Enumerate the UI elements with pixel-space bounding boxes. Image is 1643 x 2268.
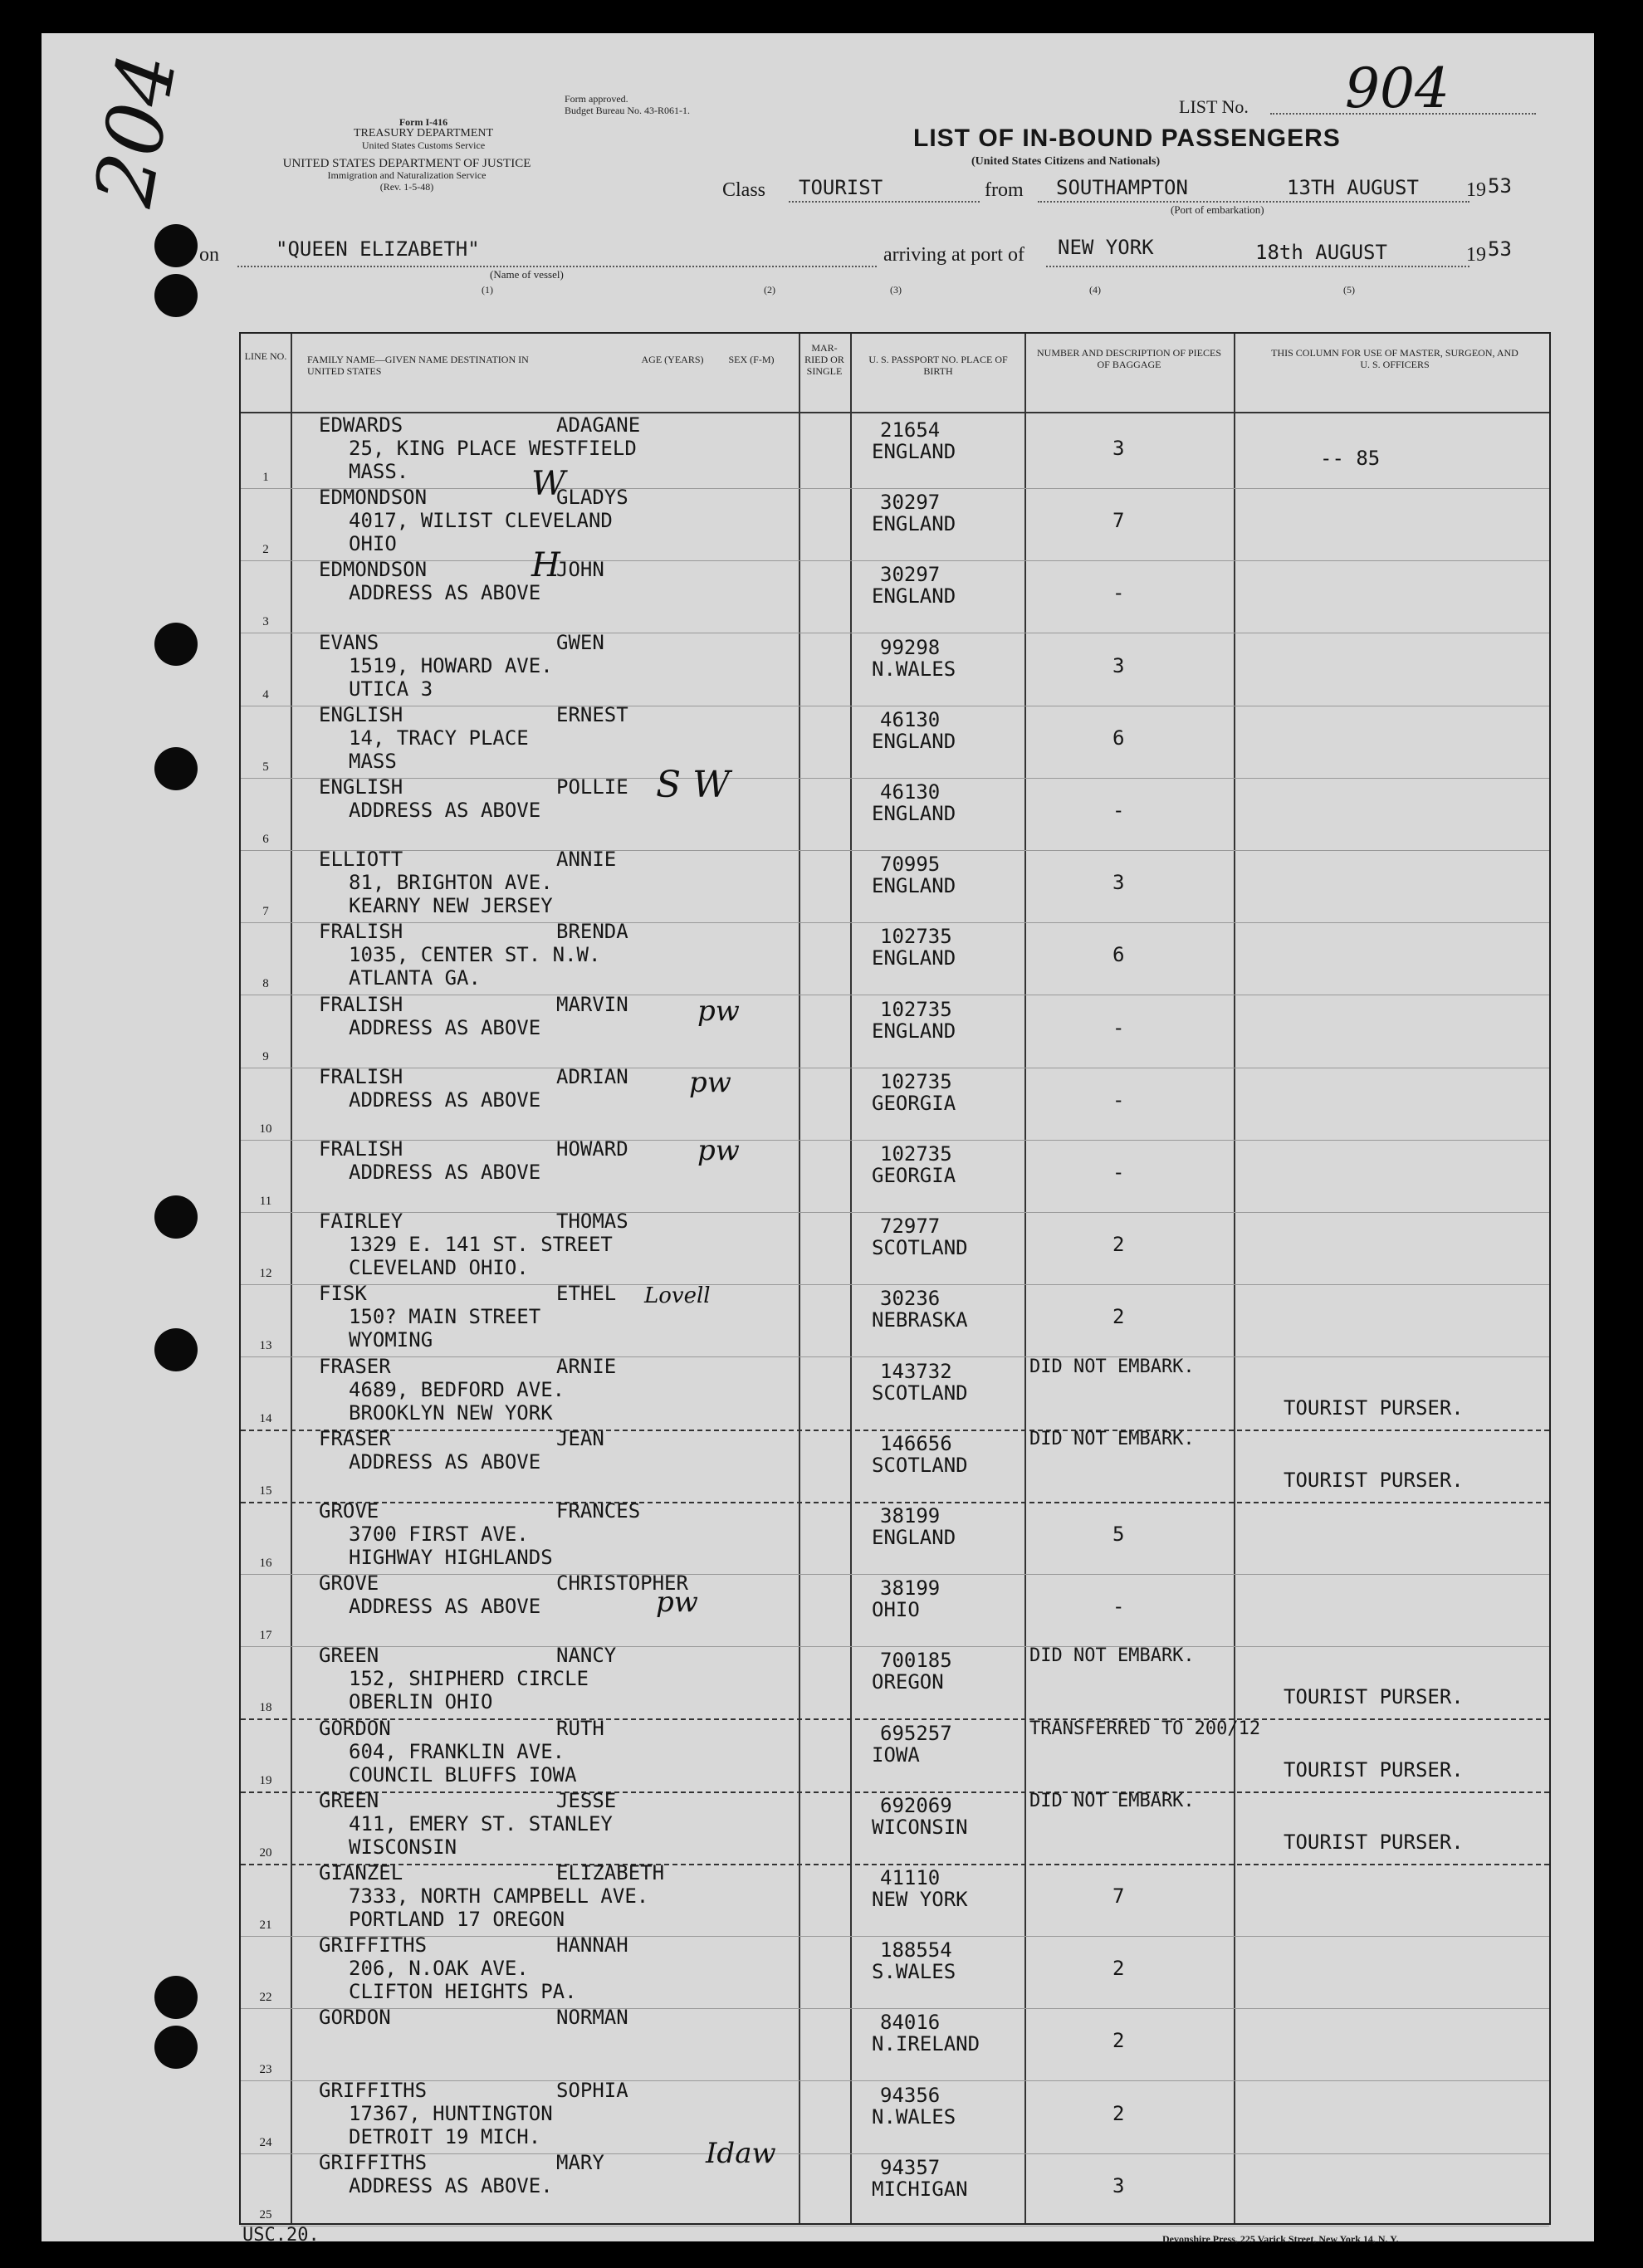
passenger-table [239,332,1551,2225]
on-label: on [199,244,219,266]
baggage-note: TRANSFERRED TO 200/12 [1029,1718,1261,1739]
family-name: GREEN [319,1788,379,1812]
passport-number: 102735 [880,997,952,1021]
place-of-birth: S.WALES [872,1960,956,1984]
line-number: 21 [259,1919,272,1932]
line-number: 20 [259,1845,272,1860]
given-name: MARVIN [556,992,628,1016]
place-of-birth: GEORGIA [872,1091,956,1115]
address-line-2: CLEVELAND OHIO. [349,1256,529,1280]
place-of-birth: ENGLAND [872,874,956,898]
list-no-value: 904 [1345,56,1450,120]
place-of-birth: N.IRELAND [872,2032,980,2056]
passport-number: 700185 [880,1649,952,1673]
col-num-5: (5) [1343,284,1355,296]
arrival-year-prefix: 19 [1466,244,1486,266]
address-line-1: 1329 E. 141 ST. STREET [349,1233,613,1257]
handwritten-mark: pw [697,995,740,1028]
budget-bureau: Budget Bureau No. 43-R061-1. [565,105,690,116]
table-row [241,1644,1549,1720]
address-line-1: ADDRESS AS ABOVE [349,581,541,605]
table-row [241,413,1549,489]
given-name: NORMAN [556,2006,628,2030]
place-of-birth: ENGLAND [872,802,956,825]
col-head-married: MAR-RIED OR SINGLE [804,342,844,377]
baggage-count: 2 [1112,1233,1125,1257]
baggage-note: DID NOT EMBARK. [1029,1645,1195,1667]
col-num-3: (3) [890,284,902,296]
passport-number: 695257 [880,1721,952,1745]
given-name: ANNIE [556,848,617,872]
table-row [241,1571,1549,1647]
passport-number: 38199 [880,1576,941,1601]
line-number: 14 [259,1411,272,1425]
vessel-line [237,266,877,267]
address-line-2: OBERLIN OHIO [349,1690,493,1714]
address-line-2: BROOKLYN NEW YORK [349,1400,553,1425]
address-line-1: 411, EMERY ST. STANLEY [349,1811,613,1835]
table-row [241,558,1549,633]
table-row [241,2079,1549,2154]
passport-number: 84016 [880,2011,941,2035]
line-number: 10 [259,1122,272,1136]
given-name: JEAN [556,1426,604,1450]
rev-label: (Rev. 1-5-48) [379,181,434,193]
baggage-note: DID NOT EMBARK. [1029,1790,1195,1811]
passport-number: 94357 [880,2155,941,2179]
table-row [241,1427,1549,1503]
punch-hole [154,1195,198,1239]
passport-number: 102735 [880,925,952,949]
baggage-count: 2 [1112,1957,1125,1981]
given-name: POLLIE [556,775,628,799]
officer-note: TOURIST PURSER. [1284,1468,1464,1492]
given-name: GLADYS [556,486,628,510]
embark-port: SOUTHAMPTON [1056,176,1188,199]
address-line-2: MASS [349,749,397,773]
table-row [241,1355,1549,1431]
place-of-birth: GEORGIA [872,1164,956,1187]
passport-number: 21654 [880,418,941,442]
baggage-count: 3 [1112,437,1125,460]
address-line-1: 4017, WILIST CLEVELAND [349,509,613,533]
family-name: FAIRLEY [319,1210,403,1234]
address-line-2: COUNCIL BLUFFS IOWA [349,1762,577,1787]
page-subtitle: (United States Citizens and Nationals) [971,155,1161,168]
officer-note: TOURIST PURSER. [1284,1396,1464,1420]
passport-number: 30236 [880,1287,941,1311]
footer-code: USC.20. [242,2225,320,2246]
given-name: FRANCES [556,1499,641,1523]
place-of-birth: SCOTLAND [872,1381,968,1405]
family-name: GROVE [319,1571,379,1596]
table-row [241,703,1549,779]
address-line-1: 206, N.OAK AVE. [349,1957,529,1981]
baggage-count: - [1112,1015,1125,1039]
passport-number: 143732 [880,1359,952,1383]
passport-number: 72977 [880,1215,941,1239]
address-line-1: 150? MAIN STREET [349,1305,541,1329]
table-row [241,775,1549,851]
table-row [241,1861,1549,1937]
address-line-1: 4689, BEDFORD AVE. [349,1377,565,1401]
place-of-birth: ENGLAND [872,1019,956,1043]
handwritten-mark: Idaw [706,2137,776,2170]
line-number: 3 [262,615,269,629]
list-no-label: LIST No. [1179,96,1249,117]
passport-number: 102735 [880,1069,952,1093]
baggage-count: 6 [1112,943,1125,967]
address-line-2: ATLANTA GA. [349,966,481,990]
vessel-name: "QUEEN ELIZABETH" [276,237,480,261]
line-number: 23 [259,2063,272,2077]
baggage-count: - [1112,1088,1125,1112]
line-number: 16 [259,1557,272,1570]
family-name: GORDON [319,1716,391,1740]
given-name: BRENDA [556,920,628,944]
line-number: 25 [259,2207,272,2222]
given-name: ERNEST [556,702,628,726]
family-name: ELLIOTT [319,848,403,872]
address-line-1: 1035, CENTER ST. N.W. [349,943,601,967]
table-row [241,1065,1549,1141]
place-of-birth: ENGLAND [872,512,956,536]
line-number: 4 [262,687,269,701]
officer-note: TOURIST PURSER. [1284,1685,1464,1709]
line-number: 22 [259,1991,272,2005]
place-of-birth: ENGLAND [872,729,956,753]
officer-mark: -- 85 [1320,447,1381,470]
justice-block [199,158,614,193]
baggage-note: DID NOT EMBARK. [1029,1356,1195,1377]
address-line-1: 14, TRACY PLACE [349,726,529,750]
given-name: MARY [556,2150,604,2174]
col-num-1: (1) [482,284,493,296]
vessel-caption: (Name of vessel) [490,268,564,281]
family-name: GRIFFITHS [319,1933,428,1958]
family-name: EDMONDSON [319,486,428,510]
address-line-1: ADDRESS AS ABOVE [349,1449,541,1474]
address-line-1: ADDRESS AS ABOVE [349,799,541,822]
page-title: LIST OF IN-BOUND PASSENGERS [913,125,1341,152]
table-row [241,1282,1549,1357]
col-head-passport: U. S. PASSPORT NO. PLACE OF BIRTH [868,354,1008,377]
address-line-1: 25, KING PLACE WESTFIELD [349,437,637,460]
form-header-block [324,116,523,151]
col-head-baggage: NUMBER AND DESCRIPTION OF PIECES OF BAGGAGE [1036,347,1222,370]
address-line-1: ADDRESS AS ABOVE [349,1595,541,1619]
col-num-2: (2) [764,284,775,296]
address-line-2: WISCONSIN [349,1835,457,1859]
punch-hole [154,224,198,267]
baggage-count: 6 [1112,726,1125,750]
col-num-4: (4) [1089,284,1101,296]
depart-year: 53 [1488,174,1512,198]
col-head-sex: SEX (F-M) [728,354,775,365]
passport-number: 38199 [880,1504,941,1527]
baggage-count: - [1112,1161,1125,1184]
passport-number: 146656 [880,1431,952,1455]
col-head-age: AGE (YEARS) [641,354,704,365]
given-name: RUTH [556,1716,604,1740]
place-of-birth: NEBRASKA [872,1308,968,1332]
passport-number: 30297 [880,491,941,515]
family-name: FRASER [319,1354,391,1378]
table-row [241,1717,1549,1793]
line-number: 13 [259,1339,272,1353]
address-line-1: 3700 FIRST AVE. [349,1523,529,1546]
place-of-birth: NEW YORK [872,1888,968,1911]
arrival-date: 18th AUGUST [1255,241,1387,264]
given-name: THOMAS [556,1210,628,1234]
address-line-1: ADDRESS AS ABOVE. [349,2173,553,2197]
given-name: ARNIE [556,1354,617,1378]
address-line-1: 17367, HUNTINGTON [349,2101,553,2125]
family-name: FRALISH [319,992,403,1016]
line-number: 24 [259,2135,272,2149]
given-name: ELIZABETH [556,1861,665,1884]
class-label: Class [722,179,766,201]
arrival-year: 53 [1488,237,1512,261]
baggage-count: 3 [1112,2173,1125,2197]
handwritten-mark: pw [697,1134,740,1167]
given-name: SOPHIA [556,2078,628,2102]
address-line-1: 81, BRIGHTON AVE. [349,871,553,895]
address-line-2: WYOMING [349,1328,433,1352]
line-number: 12 [259,1267,272,1281]
given-name: HOWARD [556,1137,628,1161]
table-row [241,920,1549,995]
passport-number: 46130 [880,780,941,804]
baggage-count: 3 [1112,871,1125,895]
baggage-count: - [1112,799,1125,822]
handwritten-mark: pw [656,1586,698,1619]
punch-hole [154,747,198,790]
punch-hole [154,623,198,666]
table-row [241,1499,1549,1575]
line-number: 15 [259,1483,272,1498]
given-name: GWEN [556,630,604,654]
place-of-birth: SCOTLAND [872,1453,968,1477]
baggage-count: 3 [1112,653,1125,677]
table-row [241,1137,1549,1213]
baggage-count: 5 [1112,1523,1125,1546]
table-row [241,1933,1549,2009]
baggage-count: - [1112,1595,1125,1619]
punch-hole [154,274,198,317]
passport-number: 692069 [880,1793,952,1817]
officer-note: TOURIST PURSER. [1284,1757,1464,1782]
place-of-birth: OREGON [872,1670,944,1694]
table-row [241,2151,1549,2226]
baggage-count: 7 [1112,509,1125,533]
place-of-birth: ENGLAND [872,946,956,970]
given-name: CHRISTOPHER [556,1571,688,1596]
place-of-birth: OHIO [872,1598,920,1622]
line-number: 18 [259,1701,272,1715]
line-number: 1 [262,471,269,484]
place-of-birth: N.WALES [872,2104,956,2129]
line-number: 9 [262,1049,269,1063]
table-row [241,486,1549,561]
class-line [789,201,980,203]
address-line-1: 1519, HOWARD AVE. [349,653,553,677]
handwritten-mark: H [531,546,560,584]
address-line-2: UTICA 3 [349,677,433,701]
given-name: JOHN [556,558,604,582]
family-name: EDWARDS [319,413,403,437]
family-name: ENGLISH [319,775,403,799]
col-head-line: LINE NO. [244,350,287,362]
address-line-1: ADDRESS AS ABOVE [349,1015,541,1039]
address-line-2: DETROIT 19 MICH. [349,2124,541,2148]
baggage-count: - [1112,581,1125,605]
line-number: 8 [262,977,269,991]
table-row [241,993,1549,1068]
customs-label: United States Customs Service [361,139,486,151]
family-name: EDMONDSON [319,558,428,582]
arriving-label: arriving at port of [883,244,1024,266]
place-of-birth: WICONSIN [872,1815,968,1839]
class-value: TOURIST [799,176,883,199]
given-name: HANNAH [556,1933,628,1958]
justice-label: UNITED STATES DEPARTMENT OF JUSTICE [282,157,531,170]
family-name: GRIFFITHS [319,2078,428,2102]
family-name: EVANS [319,630,379,654]
place-of-birth: ENGLAND [872,1526,956,1549]
punch-hole [154,2026,198,2069]
passport-number: 102735 [880,1142,952,1166]
passport-number: 46130 [880,707,941,731]
baggage-count: 2 [1112,2029,1125,2053]
handwritten-mark: S W [656,764,731,806]
line-number: 17 [259,1629,272,1643]
address-line-2: PORTLAND 17 OREGON [349,1908,565,1931]
family-name: FRALISH [319,920,403,944]
given-name: ADAGANE [556,413,641,437]
arrival-line [1046,266,1469,267]
line-number: 19 [259,1773,272,1787]
place-of-birth: IOWA [872,1743,920,1767]
address-line-1: 152, SHIPHERD CIRCLE [349,1667,589,1691]
address-line-1: 604, FRANKLIN AVE. [349,1739,565,1763]
passport-number: 188554 [880,1938,952,1963]
baggage-count: 7 [1112,1884,1125,1908]
passport-number: 70995 [880,853,941,877]
form-approved-block [565,93,814,116]
family-name: ENGLISH [319,702,403,726]
address-line-1: ADDRESS AS ABOVE [349,1088,541,1112]
arrival-port: NEW YORK [1058,236,1154,259]
punch-hole [154,1328,198,1371]
table-row [241,2006,1549,2081]
family-name: GORDON [319,2006,391,2030]
place-of-birth: ENGLAND [872,584,956,609]
family-name: FRASER [319,1426,391,1450]
manifest-sheet [42,33,1594,2246]
baggage-note: DID NOT EMBARK. [1029,1428,1195,1449]
col-head-officers: THIS COLUMN FOR USE OF MASTER, SURGEON, AND U. S. OFFICERS [1271,347,1518,370]
address-line-1: 7333, NORTH CAMPBELL AVE. [349,1884,649,1908]
family-name: GROVE [319,1499,379,1523]
address-line-1: ADDRESS AS ABOVE [349,1161,541,1184]
footer-printer: Devonshire Press, 225 Varick Street, New York 14, N. Y. [1162,2233,1399,2245]
passport-number: 41110 [880,1866,941,1889]
table-row [241,1210,1549,1285]
form-number: Form I-416 [399,116,448,128]
ins-label: Immigration and Naturalization Service [327,169,487,181]
margin-page-number: 204 [76,46,195,213]
line-number: 5 [262,760,269,774]
family-name: GRIFFITHS [319,2150,428,2174]
form-approved: Form approved. [565,93,628,105]
line-number: 2 [262,543,269,557]
family-name: FRALISH [319,1137,403,1161]
from-line [1038,201,1469,203]
officer-note: TOURIST PURSER. [1284,1830,1464,1854]
given-name: NANCY [556,1644,617,1668]
given-name: ETHEL [556,1282,617,1306]
place-of-birth: N.WALES [872,657,956,681]
place-of-birth: MICHIGAN [872,2177,968,2201]
handwritten-mark: pw [689,1066,731,1099]
baggage-count: 2 [1112,2101,1125,2125]
handwritten-mark: W [531,465,566,503]
family-name: FISK [319,1282,367,1306]
baggage-count: 2 [1112,1305,1125,1329]
line-number: 11 [259,1195,272,1208]
punch-hole [154,1976,198,2019]
table-row [241,848,1549,923]
handwritten-mark: Lovell [644,1283,711,1308]
passport-number: 30297 [880,563,941,587]
address-line-2: CLIFTON HEIGHTS PA. [349,1980,577,2004]
passport-number: 94356 [880,2083,941,2107]
table-row [241,631,1549,706]
treasury-label: TREASURY DEPARTMENT [353,127,494,139]
from-label: from [985,179,1024,201]
address-line-2: HIGHWAY HIGHLANDS [349,1546,553,1569]
address-line-2: KEARNY NEW JERSEY [349,894,553,918]
line-number: 6 [262,833,269,846]
depart-date: 13TH AUGUST [1287,176,1419,199]
family-name: FRALISH [319,1064,403,1088]
address-line-2: MASS. [349,460,409,483]
depart-year-prefix: 19 [1466,179,1486,201]
place-of-birth: ENGLAND [872,440,956,463]
place-of-birth: SCOTLAND [872,1236,968,1260]
passport-number: 99298 [880,635,941,659]
port-caption: (Port of embarkation) [1171,203,1264,216]
line-number: 7 [262,905,269,919]
col-head-name: FAMILY NAME—GIVEN NAME DESTINATION IN UNITED STATES [307,354,529,377]
address-line-2: OHIO [349,532,397,556]
family-name: GIANZEL [319,1861,403,1884]
table-row [241,1789,1549,1865]
family-name: GREEN [319,1644,379,1668]
given-name: ADRIAN [556,1064,628,1088]
given-name: JESSE [556,1788,617,1812]
